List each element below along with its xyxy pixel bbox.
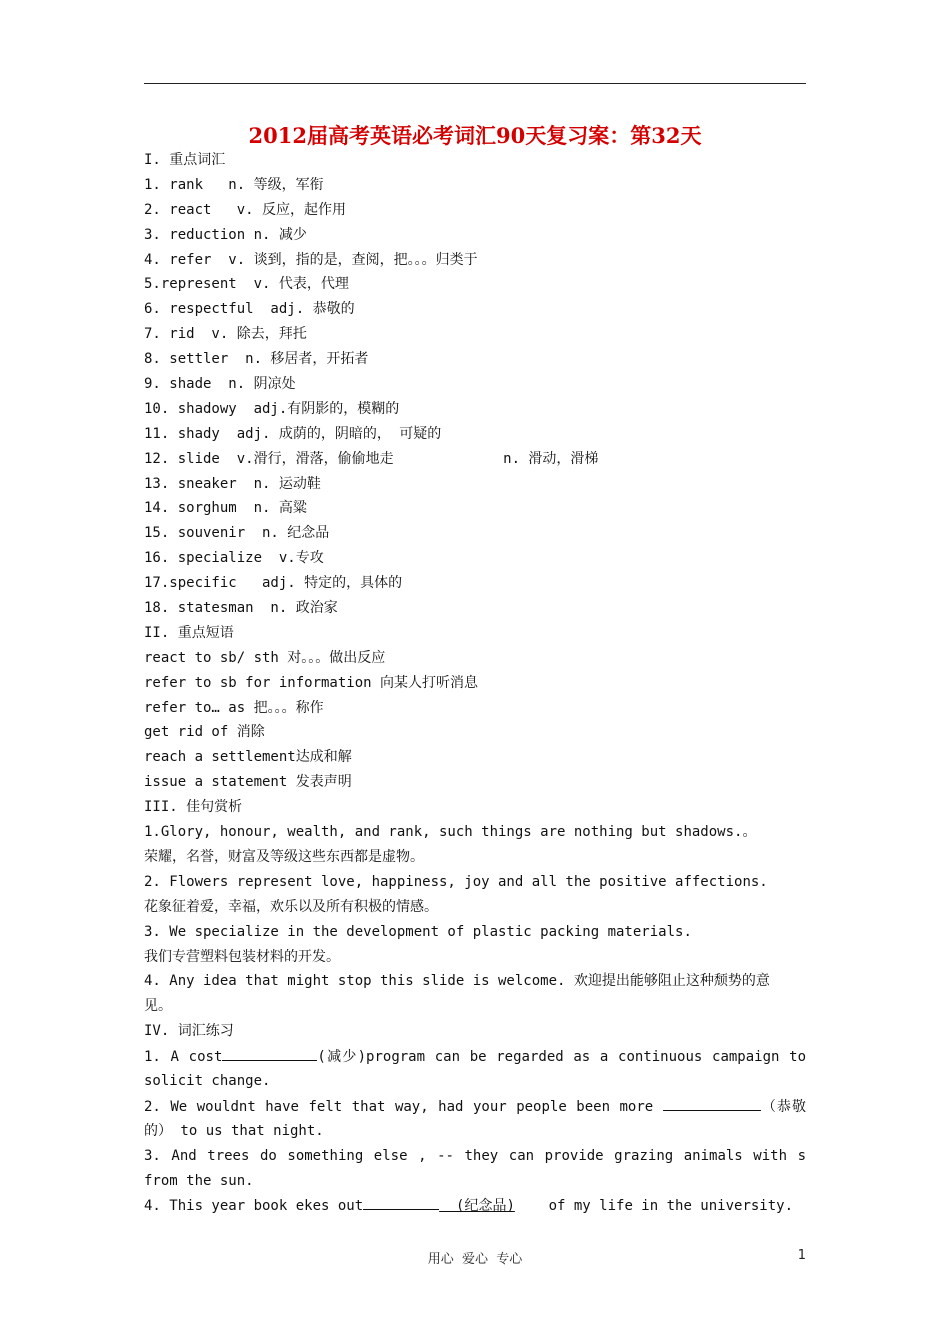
header-rule xyxy=(144,83,806,84)
exercise-2-continuation: 的） to us that night. xyxy=(144,1122,324,1139)
vocab-item: 2. react v. 反应，起作用 xyxy=(144,201,347,218)
vocab-item: 9. shade n. 阴凉处 xyxy=(144,376,296,393)
vocab-item: 3. reduction n. 减少 xyxy=(144,226,307,243)
sentence-chinese: 见。 xyxy=(144,998,172,1015)
page-footer: 用心 爱心 专心 xyxy=(427,1252,523,1267)
sentence-english: 1.Glory, honour, wealth, and rank, such things are nothing but shadows.。 xyxy=(144,824,757,841)
exercise-4-blank[interactable] xyxy=(363,1193,439,1210)
sentence-chinese: 我们专营塑料包装材料的开发。 xyxy=(144,948,340,965)
sentence-english: 4. Any idea that might stop this slide is welcome. 欢迎提出能够阻止这种颓势的意 xyxy=(144,973,770,990)
vocab-item: 14. sorghum n. 高粱 xyxy=(144,500,307,517)
exercise-1-suffix: (减少)program can be regarded as a continuous campaign to xyxy=(317,1049,806,1066)
vocab-item: 5.represent v. 代表，代理 xyxy=(144,276,349,293)
vocab-item: 13. sneaker n. 运动鞋 xyxy=(144,475,321,492)
exercise-2-blank[interactable] xyxy=(663,1094,761,1111)
document-body xyxy=(144,148,806,1218)
exercise-1-blank[interactable] xyxy=(222,1044,317,1061)
exercise-1-line xyxy=(144,1044,806,1069)
vocab-item: 11. shady adj. 成荫的，阴暗的， 可疑的 xyxy=(144,425,442,442)
exercise-2-line xyxy=(144,1094,806,1119)
vocab-item: 7. rid v. 除去，拜托 xyxy=(144,326,307,343)
phrase-item: refer to… as 把。。。称作 xyxy=(144,699,324,716)
page-number: 1 xyxy=(797,1248,806,1263)
sentence-chinese: 荣耀，名誉，财富及等级这些东西都是虚物。 xyxy=(144,848,424,865)
vocab-item: 6. respectful adj. 恭敬的 xyxy=(144,301,355,318)
exercise-2-prefix: 2. We wouldnt have felt that way, had your people been more xyxy=(144,1098,663,1115)
phrase-item: react to sb/ sth 对。。。做出反应 xyxy=(144,649,386,666)
section-heading-vocab: I. 重点词汇 xyxy=(144,152,226,168)
vocab-item: 8. settler n. 移居者，开拓者 xyxy=(144,351,369,368)
vocab-item: 10. shadowy adj.有阴影的，模糊的 xyxy=(144,400,400,417)
phrase-item: refer to sb for information 向某人打听消息 xyxy=(144,674,479,691)
exercise-4-prefix: 4. This year book ekes out xyxy=(144,1198,364,1215)
phrase-item: get rid of 消除 xyxy=(144,724,265,741)
exercise-4-suffix: of my life in the university. xyxy=(514,1198,794,1215)
exercise-3-continuation: from the sun. xyxy=(144,1172,254,1189)
sentence-english: 2. Flowers represent love, happiness, joy and all the positive affections. xyxy=(144,873,768,890)
sentence-english: 3. We specialize in the development of plastic packing materials. xyxy=(144,923,692,940)
exercise-2-hint: （恭敬 xyxy=(760,1098,806,1115)
exercise-4-hint: (纪念品) xyxy=(439,1198,515,1215)
exercise-4-line xyxy=(144,1193,806,1218)
vocab-item: 4. refer v. 谈到，指的是，查阅，把。。。归类于 xyxy=(144,251,478,268)
section-heading-phrases: II. 重点短语 xyxy=(144,624,234,641)
section-heading-sentences: III. 佳句赏析 xyxy=(144,799,243,816)
sentence-chinese: 花象征着爱，幸福，欢乐以及所有积极的情感。 xyxy=(144,898,438,915)
exercise-1-continuation: solicit change. xyxy=(144,1072,271,1089)
phrase-item: issue a statement 发表声明 xyxy=(144,774,352,791)
vocab-item: 17.specific adj. 特定的，具体的 xyxy=(144,575,403,592)
section-heading-exercise: IV. 词汇练习 xyxy=(144,1023,234,1040)
phrase-item: reach a settlement达成和解 xyxy=(144,749,352,766)
vocab-item: 1. rank n. 等级，军衔 xyxy=(144,176,324,193)
vocab-item: 18. statesman n. 政治家 xyxy=(144,600,338,617)
vocab-item: 12. slide v.滑行，滑落，偷偷地走 n. 滑动，滑梯 xyxy=(144,450,599,467)
exercise-3-line: 3. And trees do something else , -- they can provide grazing animals with s xyxy=(144,1147,806,1164)
page-title: 2012届高考英语必考词汇90天复习案：第32天 xyxy=(248,123,702,148)
vocab-item: 16. specialize v.专攻 xyxy=(144,550,324,567)
exercise-1-prefix: 1. A cost xyxy=(144,1049,223,1066)
vocab-item: 15. souvenir n. 纪念品 xyxy=(144,525,330,542)
